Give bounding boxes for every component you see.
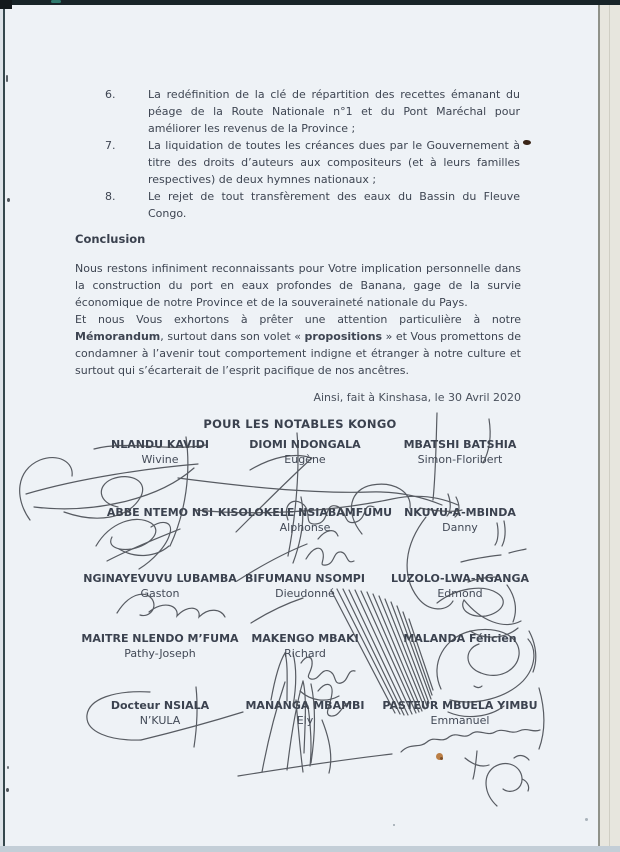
- scan-top-edge: [0, 0, 620, 5]
- signatory-name: ABBE NTEMO NSI: [106, 506, 214, 519]
- signatory-name: MANANGA MBAMBI: [245, 699, 365, 712]
- signatory-name: NLANDU KAVIDI: [111, 438, 209, 451]
- list-item-text: La liquidation de toutes les créances dues par le Gouvernement à titre des droits d’auteurs aux compositeurs (et à leurs familles respectives) de deux hymnes nationaux ;: [148, 139, 520, 186]
- signatory-name: KISOLOKELE NSIABAMFUMU: [217, 506, 393, 519]
- signatory-given: Emmanuel: [430, 714, 490, 727]
- signatory-name: MAKENGO MBAKI: [251, 632, 359, 645]
- signatory-name: PASTEUR MBUELA YIMBU: [382, 699, 538, 712]
- signatory-mananga-mbambi: [215, 698, 395, 728]
- signatory-name: NKUVU-A-MBINDA: [404, 506, 516, 519]
- list-item: [105, 137, 520, 188]
- signatory-given: Simon-Floribert: [417, 453, 503, 466]
- signatory-name: MALANDA Félicien: [403, 632, 517, 645]
- signatory-given: Edmond: [437, 587, 483, 600]
- paragraph-1-text: Nous restons infiniment reconnaissants pour Votre implication personnelle dans la construction du port en eaux profondes de Banana, gage de la survie économique de notre Province et de la souveraineté nationale du Pays.: [75, 262, 521, 309]
- scan-speck: [585, 818, 588, 821]
- signatory-given: Richard: [284, 647, 326, 660]
- signatory-given: N’KULA: [139, 714, 181, 727]
- signatory-name: LUZOLO-LWA-NGANGA: [391, 572, 529, 585]
- dateline: Ainsi, fait à Kinshasa, le 30 Avril 2020: [313, 391, 521, 404]
- scan-speck: [51, 0, 61, 3]
- list-item: [105, 86, 520, 137]
- scan-speck: [440, 757, 443, 760]
- list-item-text: La redéfinition de la clé de répartition des recettes émanant du péage de la Route Nationale n°1 et du Pont Maréchal pour améliorer les revenus de la Province ;: [148, 88, 520, 135]
- signatory-name: Docteur NSIALA: [110, 699, 210, 712]
- signatory-name: DIOMI NDONGALA: [249, 438, 361, 451]
- signatory-mbuela-yimbu: [375, 698, 545, 728]
- signatory-given: Pathy-Joseph: [124, 647, 196, 660]
- conclusion-paragraphs: [75, 260, 521, 379]
- paragraph-2-part1: Et nous Vous exhortons à prêter une attention particulière à notre: [75, 313, 521, 326]
- scan-speck: [6, 75, 8, 82]
- signatory-makengo-mbaki: [215, 631, 395, 661]
- signatory-nkuvu-a-mbinda: [375, 505, 545, 535]
- signatory-given: Danny: [442, 521, 478, 534]
- conclusion-heading: Conclusion: [75, 232, 146, 246]
- scan-top-corner: [0, 0, 12, 9]
- signatory-luzolo-lwa-nganga: [375, 571, 545, 601]
- signatory-given: Wivine: [141, 453, 179, 466]
- scan-right-faint-line: [609, 0, 610, 852]
- paragraph-1: [75, 260, 521, 311]
- signatory-name: MAITRE NLENDO M’FUMA: [81, 632, 239, 645]
- scan-speck: [393, 824, 395, 826]
- signatory-given: Dieudonné: [275, 587, 335, 600]
- numbered-list: [105, 86, 520, 222]
- list-item: [105, 188, 520, 222]
- scan-bottom-edge: [0, 846, 620, 852]
- paragraph-2: [75, 311, 521, 379]
- scan-speck: [523, 140, 531, 145]
- paragraph-2-part2: , surtout dans son volet «: [160, 330, 305, 343]
- signatory-bifumanu-nsompi: [215, 571, 395, 601]
- scan-speck: [6, 788, 9, 792]
- list-item-number: 7.: [105, 139, 116, 152]
- paragraph-2-bold-propositions: propositions: [304, 330, 383, 343]
- signatures-title: POUR LES NOTABLES KONGO: [203, 417, 397, 431]
- signatory-diomi-ndongala: [215, 437, 395, 467]
- scan-left-edge-line: [3, 0, 5, 852]
- paragraph-2-part3: » et Vous promettons de condamner à l’avenir tout comportement indigne et étranger à notre culture et surtout qui s’écarterait de l’esprit pacifique de nos ancêtres.: [75, 330, 521, 377]
- list-item-number: 6.: [105, 88, 116, 101]
- paragraph-2-bold-memorandum: Mémorandum: [75, 330, 161, 343]
- scan-speck: [7, 766, 9, 769]
- signatory-name: NGINAYEVUVU LUBAMBA: [83, 572, 237, 585]
- signatory-given: Gaston: [140, 587, 180, 600]
- signatory-mbatshi-batshia: [375, 437, 545, 467]
- signatory-given: Alphonse: [279, 521, 331, 534]
- signatory-given: Eugène: [284, 453, 326, 466]
- signatory-kisolokele-nsiabamfumu: [215, 505, 395, 535]
- list-item-number: 8.: [105, 190, 116, 203]
- scan-speck: [7, 198, 10, 202]
- signatory-given: Ely: [296, 714, 314, 727]
- signatory-name: BIFUMANU NSOMPI: [245, 572, 365, 585]
- list-item-text: Le rejet de tout transfèrement des eaux du Bassin du Fleuve Congo.: [148, 190, 520, 220]
- signatory-malanda-felicien: [375, 631, 545, 646]
- signatory-name: MBATSHI BATSHIA: [403, 438, 517, 451]
